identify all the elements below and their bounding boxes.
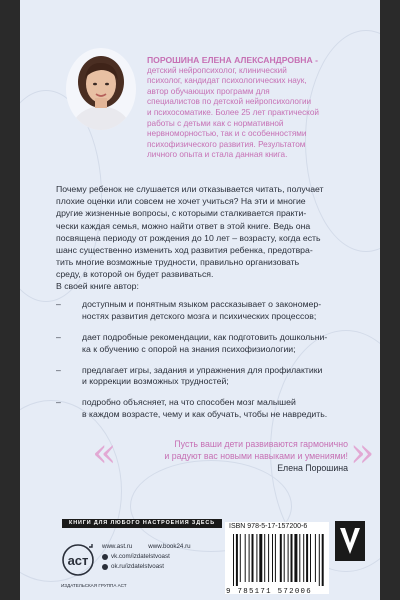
publisher-caption: ИЗДАТЕЛЬСКАЯ ГРУППА АСТ [61, 583, 127, 588]
list-item: – подробно объясняет, на что способен мозг малышей в каждом возрасте, чему и как обучать, чтобы не навредить. [56, 397, 328, 420]
slogan-banner: КНИГИ ДЛЯ ЛЮБОГО НАСТРОЕНИЯ ЗДЕСЬ [62, 519, 222, 528]
list-title: В своей книге автор: [56, 281, 139, 291]
publisher-links [102, 542, 191, 572]
isbn-number: ISBN 978-5-17-157200-6 [229, 523, 308, 530]
author-portrait [66, 48, 136, 130]
book-back-cover [20, 0, 380, 600]
ast-logo-text: аст [67, 553, 89, 568]
quote-author: Елена Порошина [277, 463, 348, 473]
list-item: – предлагает игры, задания и упражнения для профилактики и коррекции возможных трудностей; [56, 364, 323, 387]
website-link-ast[interactable]: www.ast.ru [102, 543, 133, 550]
bullet-dash: – [56, 299, 61, 309]
author-bio: детский нейропсихолог, клинический психолог, кандидат психологических наук, автор обучающих программ для специалистов по детской нейропсихологии и психосоматике. Более 25 лет практической работы с детьми как с нормативной нервноморностью, так и с особенностями психофизического развития. Результатом личного опыта и стала данная книга. [147, 65, 319, 160]
author-name: ПОРОШИНА ЕЛЕНА АЛЕКСАНДРОВНА - [147, 55, 318, 65]
intro-paragraph: Почему ребенок не слушается или отказывается читать, получает плохие оценки или совсем не хочет учиться? На эти и многие другие жизненные вопросы, с которыми сталкивается практи- чески каждая семья, можно найти ответ в этой книге. Ведь она посвящена периоду от рождения до 10 лет – возрасту, когда есть шанс существенно изменить ход развития ребенка, предотвра- тить многие возможные трудности, правильно организовать среду, в которой он будет развиваться. [56, 184, 324, 280]
ok-link[interactable]: ok.ru/izdatelstvoast [111, 563, 164, 570]
quote-close-mark: » [350, 430, 375, 476]
list-item: – дает подробные рекомендации, как подготовить дошкольни- ка к обучению с опорой на знания психофизиологии; [56, 331, 328, 354]
feature-list [56, 299, 366, 430]
bullet-dash: – [56, 397, 61, 408]
ok-icon [102, 564, 108, 570]
barcode-bars [233, 534, 327, 586]
bullet-dash: – [56, 364, 61, 375]
ean-number: 9 785171 572006 [226, 588, 313, 596]
quote-open-mark: « [92, 430, 117, 476]
vk-icon [102, 554, 108, 560]
v-imprint-logo [335, 521, 365, 566]
list-item: – доступным и понятным языком рассказывает о закономер- ностях развития детского мозга и психических процессов; [56, 299, 322, 321]
author-info [147, 55, 369, 161]
vk-link[interactable]: vk.com/izdatelstvoast [111, 553, 170, 560]
bullet-dash: – [56, 331, 61, 342]
website-link-book24[interactable]: www.book24.ru [148, 543, 191, 550]
ast-logo [61, 543, 95, 586]
quote-text: Пусть ваши дети развиваются гармонично и радуют вас новыми навыками и умениями! [164, 439, 348, 462]
